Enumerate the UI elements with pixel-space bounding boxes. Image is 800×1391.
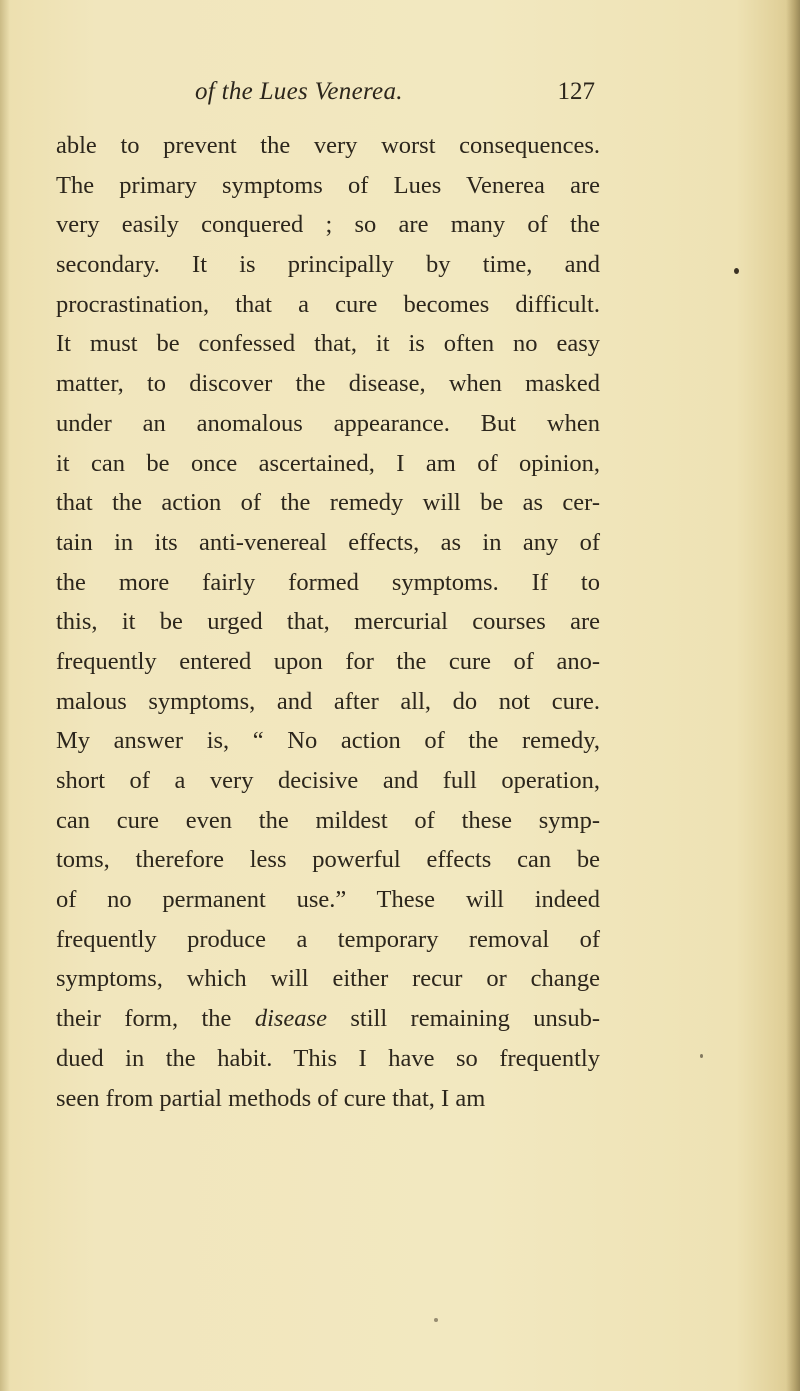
text-line: the more fairly formed symptoms. If to: [56, 568, 600, 596]
text-line: tain in its anti-venereal effects, as in any of: [56, 528, 600, 556]
text-line: frequently entered upon for the cure of ano-: [56, 647, 600, 675]
text-line: secondary. It is principally by time, and: [56, 251, 600, 279]
text-line: of no permanent use.” These will indeed: [56, 886, 600, 914]
text-line: can cure even the mildest of these symp-: [56, 806, 600, 834]
text-line: very easily conquered ; so are many of the: [56, 211, 600, 239]
paper-speck: [734, 268, 739, 274]
text-line: it can be once ascertained, I am of opinion,: [56, 449, 600, 477]
paper-speck: [434, 1318, 438, 1322]
text-line: their form, the disease still remaining unsub-: [56, 1005, 600, 1033]
text-line: It must be confessed that, it is often no easy: [56, 330, 600, 358]
text-line: symptoms, which will either recur or change: [56, 965, 600, 993]
page-edge-shadow-left: [0, 0, 10, 1391]
text-line: short of a very decisive and full operation,: [56, 767, 600, 794]
body-text: [56, 126, 600, 1118]
text-line: malous symptoms, and after all, do not cure.: [56, 687, 600, 715]
text-line: able to prevent the very worst consequences.: [56, 132, 600, 159]
running-title: of the Lues Venerea.: [195, 78, 403, 105]
page-number: 127: [557, 78, 595, 105]
text-line: that the action of the remedy will be as cer-: [56, 489, 600, 517]
text-line: matter, to discover the disease, when masked: [56, 370, 600, 398]
text-line: The primary symptoms of Lues Venerea are: [56, 171, 600, 199]
text-line: procrastination, that a cure becomes difficult.: [56, 290, 600, 318]
paper-speck: [700, 1054, 703, 1058]
text-line: seen from partial methods of cure that, I am: [56, 1084, 486, 1112]
text-line: toms, therefore less powerful effects can be: [56, 846, 600, 874]
text-line: My answer is, “ No action of the remedy,: [56, 727, 600, 755]
text-line: under an anomalous appearance. But when: [56, 409, 600, 437]
page-header: [195, 78, 625, 112]
text-line: dued in the habit. This I have so frequently: [56, 1044, 600, 1072]
text-line: this, it be urged that, mercurial courses are: [56, 608, 600, 636]
text-line: frequently produce a temporary removal of: [56, 925, 600, 953]
page-edge-shadow-right: [786, 0, 800, 1391]
